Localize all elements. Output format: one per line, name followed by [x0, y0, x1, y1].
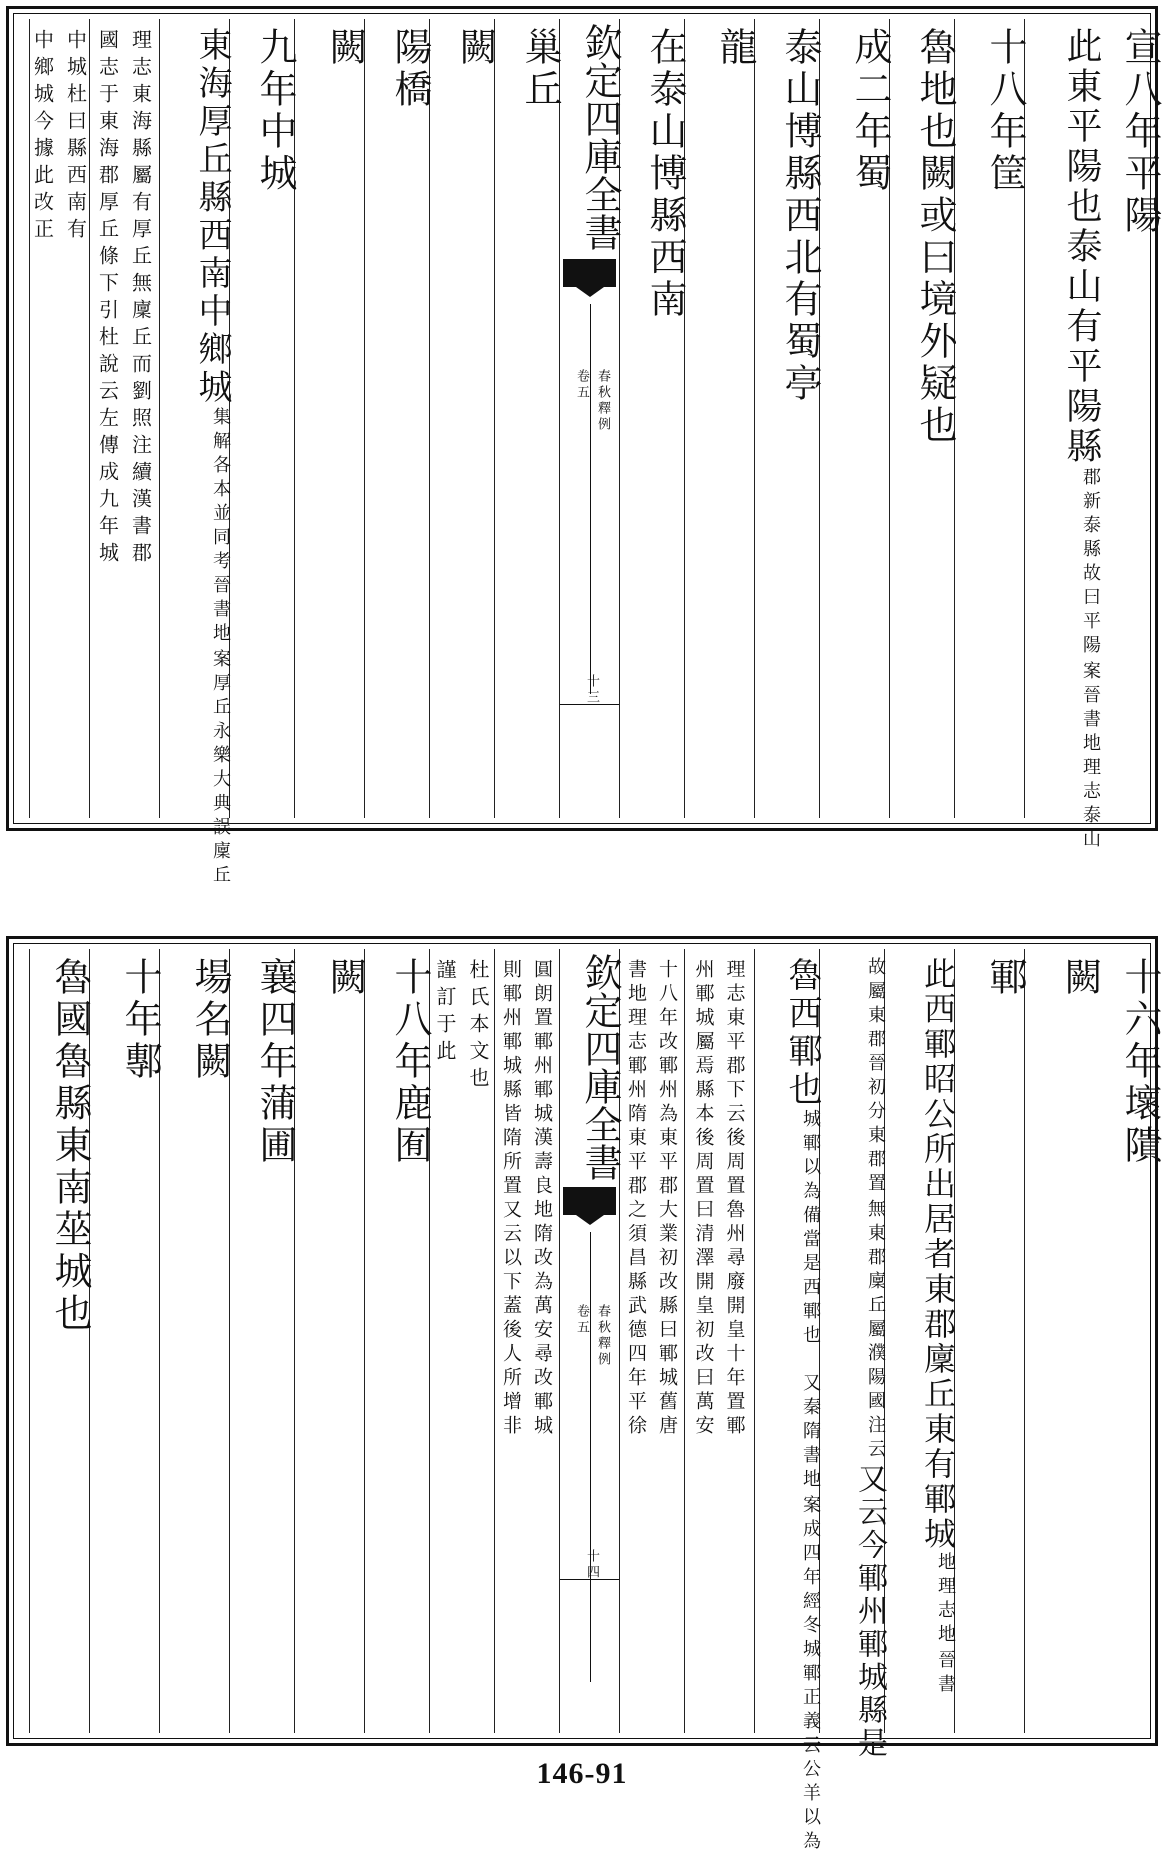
note-right: 理志東平郡下云後周置魯州尋廢開皇十年置鄆 — [723, 959, 746, 1439]
gutter-line — [590, 1232, 591, 1682]
note-left: 國志于東海郡厚丘條下引杜說云左傳成九年城 — [95, 29, 120, 569]
note-right: 中城杜曰縣西南有 — [63, 29, 88, 245]
annotation — [430, 959, 494, 1094]
text-column — [29, 949, 92, 1733]
note-column — [89, 19, 159, 818]
text-column — [684, 19, 757, 818]
book-title: 春秋釋例 — [595, 1304, 610, 1368]
text-column — [754, 19, 822, 818]
note-left: 謹訂于此 — [433, 959, 457, 1067]
text-column — [889, 19, 957, 818]
gutter-rule — [560, 1579, 619, 1580]
column-text — [1025, 27, 1102, 853]
column-text: 龍 — [713, 27, 757, 69]
center-gutter — [559, 949, 622, 1733]
column-text — [755, 957, 822, 1855]
column-text: 在泰山博縣西南 — [643, 27, 687, 321]
text-column — [89, 949, 162, 1733]
main-text: 東海厚丘縣西南中鄉城 — [192, 27, 232, 407]
main-text: 又云今鄆州鄆城縣是 — [852, 1463, 887, 1760]
top-page — [0, 0, 1164, 889]
column-text: 十年鄟 — [118, 957, 162, 1083]
text-column — [229, 949, 297, 1733]
text-column — [954, 19, 1027, 818]
text-column — [819, 19, 892, 818]
annotation — [620, 959, 684, 1439]
note-right: 晉書 — [935, 1650, 956, 1698]
note-column — [29, 19, 89, 818]
column-text: 十六年壞隤 — [1118, 957, 1162, 1167]
note-left: 地理志地 — [935, 1552, 956, 1648]
main-text: 此西鄆昭公所出居者東郡廩丘東有鄆城 — [919, 957, 957, 1552]
folio-number: 十四 — [584, 1549, 599, 1581]
column-text — [885, 957, 957, 1698]
column-text: 十八年鹿囿 — [388, 957, 432, 1167]
text-column — [619, 19, 687, 818]
note-left: 中鄉城今據此改正 — [30, 29, 55, 245]
gutter-rule — [560, 704, 619, 705]
column-text: 場名闕 — [188, 957, 232, 1083]
text-column-with-note — [159, 19, 232, 889]
annotation — [211, 407, 229, 889]
text-column-with-note — [754, 949, 822, 1855]
note-column — [494, 949, 559, 1733]
note-right: 案厚丘永樂大典誤廩丘 — [210, 649, 231, 889]
column-text: 九年中城 — [253, 27, 297, 195]
column-text: 闕 — [323, 957, 367, 999]
column-text: 陽橋 — [388, 27, 432, 111]
note-right: 杜氏本文也 — [466, 959, 490, 1094]
text-column — [364, 949, 432, 1733]
gutter-line — [590, 304, 591, 694]
column-text: 闕 — [1058, 957, 1102, 999]
fish-tail-mark — [563, 259, 616, 287]
page-frame — [6, 6, 1162, 889]
main-text: 此東平陽也泰山有平陽縣 — [1061, 27, 1102, 467]
column-text: 闕 — [453, 27, 497, 69]
note-right: 案晉書地理志泰山 — [1080, 661, 1101, 853]
note-right: 理志東海縣屬有厚丘無廩丘而劉照注續漢書郡 — [128, 29, 153, 569]
column-text: 鄆 — [983, 957, 1027, 999]
text-column — [294, 949, 367, 1733]
text-column-with-note — [1024, 19, 1102, 853]
text-column — [494, 19, 562, 818]
note-right: 十八年改鄆州為東平郡大業初改縣曰鄆城舊唐 — [656, 959, 678, 1439]
text-column — [954, 949, 1027, 1733]
text-column — [1024, 949, 1102, 1733]
page-number: 146-91 — [536, 1757, 628, 1790]
text-column-with-note — [884, 949, 957, 1733]
column-text: 襄四年蒲圃 — [253, 957, 297, 1167]
volume-label: 卷五 — [574, 369, 589, 401]
text-column — [159, 949, 232, 1733]
annotation — [685, 959, 754, 1439]
column-text: 成二年蜀 — [848, 27, 892, 195]
column-text — [820, 957, 887, 1760]
text-column — [294, 19, 367, 818]
collection-title: 欽定四庫全書 — [578, 953, 622, 1181]
fish-tail-mark — [563, 1187, 616, 1215]
column-text: 泰山博縣西北有蜀亭 — [778, 27, 822, 405]
column-text — [160, 27, 232, 889]
note-column — [684, 949, 754, 1733]
annotation — [30, 29, 89, 245]
book-title: 春秋釋例 — [595, 369, 610, 433]
text-column — [1099, 949, 1162, 1733]
note-right: 無東郡廩丘屬濮陽國注云 — [865, 1199, 886, 1463]
note-left: 集解各本並同考晉書地 — [210, 407, 231, 647]
center-gutter — [559, 19, 622, 818]
volume-label: 卷五 — [574, 1304, 589, 1336]
note-left: 書地理志鄆州隋東平郡之須昌縣武德四年平徐 — [625, 959, 647, 1439]
note-column — [619, 949, 684, 1733]
text-column — [429, 19, 497, 818]
note-left: 郡新泰縣故曰平陽 — [1080, 467, 1101, 659]
main-text: 魯西鄆也 — [782, 957, 822, 1109]
annotation — [936, 1552, 954, 1698]
annotation — [1081, 467, 1099, 853]
annotation — [90, 29, 159, 569]
note-left: 州鄆城屬焉縣本後周置曰清澤開皇初改曰萬安 — [692, 959, 715, 1439]
column-text: 闕 — [323, 27, 367, 69]
annotation — [801, 1109, 819, 1855]
text-column — [1099, 19, 1162, 818]
note-left: 則鄆州鄆城縣皆隋所置又云以下蓋後人所增非 — [500, 959, 522, 1439]
column-text: 十八年筐 — [983, 27, 1027, 195]
note-right: 案成四年經冬城鄆正義云公羊以為 — [800, 1495, 821, 1855]
folio-number: 十三 — [584, 674, 599, 706]
text-column-with-note — [819, 949, 887, 1760]
note-left: 城鄆以為備當是西鄆也 又秦隋書地 — [800, 1109, 821, 1493]
text-column — [229, 19, 297, 818]
column-text: 宣八年平陽 — [1118, 27, 1162, 237]
note-left: 故屬東郡晉初分東郡置 — [865, 957, 886, 1197]
column-text: 魯國魯縣東南莝城也 — [48, 957, 92, 1335]
collection-title: 欽定四庫全書 — [578, 23, 622, 251]
note-column — [429, 949, 494, 1733]
column-text: 巢丘 — [518, 27, 562, 111]
annotation — [495, 959, 559, 1439]
note-right: 圓朗置鄆州鄆城漢壽良地隋改為萬安尋改鄆城 — [531, 959, 553, 1439]
column-text: 魯地也闕或曰境外疑也 — [913, 27, 957, 447]
text-column — [364, 19, 432, 818]
annotation — [866, 957, 884, 1463]
